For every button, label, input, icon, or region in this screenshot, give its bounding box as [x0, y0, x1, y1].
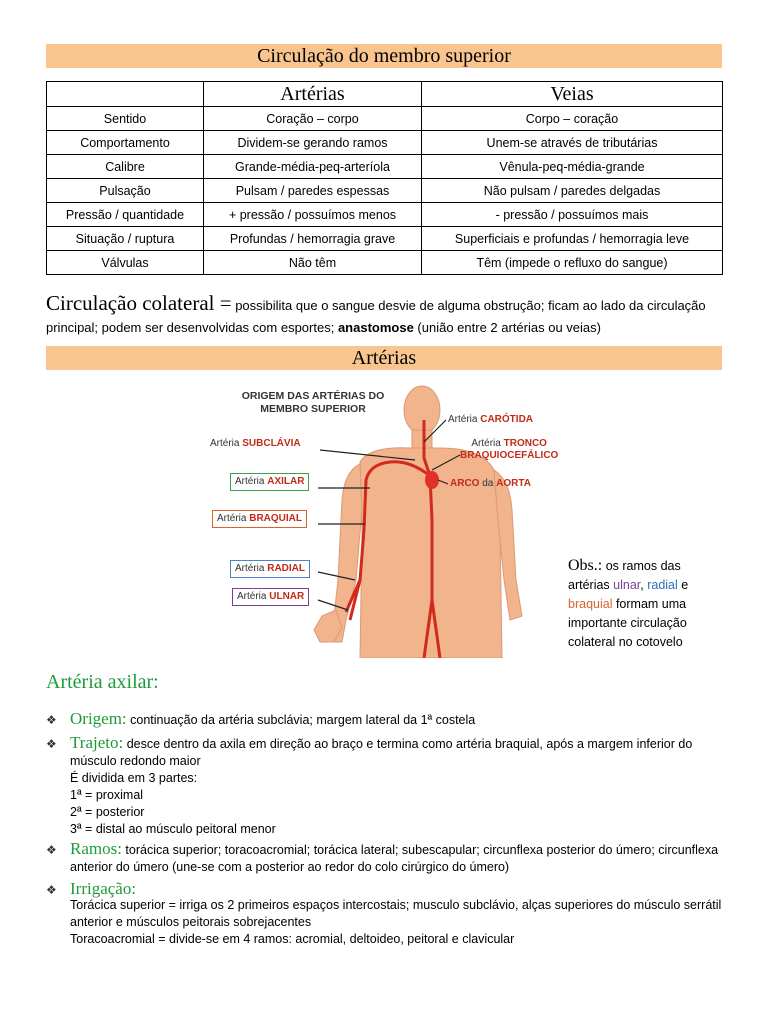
table-cell: Superficiais e profundas / hemorragia leve [422, 227, 723, 251]
obs-ulnar: ulnar [613, 578, 641, 592]
table-row [47, 203, 723, 227]
column-header [47, 82, 204, 107]
column-header: Artérias [204, 82, 422, 107]
table-cell: Calibre [47, 155, 204, 179]
comparison-table [46, 81, 723, 275]
label-braquial: Artéria BRAQUIAL [212, 510, 307, 528]
trajeto-keyword: Trajeto: [70, 733, 124, 752]
trajeto-line: 3ª = distal ao músculo peitoral menor [70, 822, 276, 836]
obs-note [568, 556, 718, 652]
collateral-text: possibilita que o sangue desvie de alguma obstrução; ficam ao lado da circulação principal; podem ser desenvolvidas com esportes; [46, 298, 706, 335]
table-cell: Corpo – coração [422, 107, 723, 131]
table-header-row [47, 82, 723, 107]
diamond-bullet-icon: ❖ [46, 843, 57, 857]
bullet-origem [46, 710, 726, 729]
page-title: Circulação do membro superior [46, 44, 722, 68]
table-cell: Unem-se através de tributárias [422, 131, 723, 155]
table-cell: Têm (impede o refluxo do sangue) [422, 251, 723, 275]
collateral-text-end: (união entre 2 artérias ou veias) [413, 320, 601, 335]
table-row [47, 179, 723, 203]
table-cell: Vênula-peq-média-grande [422, 155, 723, 179]
table-cell: Não pulsam / paredes delgadas [422, 179, 723, 203]
section-heading-arterias: Artérias [46, 346, 722, 370]
diamond-bullet-icon: ❖ [46, 737, 57, 751]
obs-text-end: formam uma importante circulação colateral no cotovelo [568, 597, 687, 649]
column-header: Veias [422, 82, 723, 107]
table-cell: Pulsação [47, 179, 204, 203]
arteries-illustration [210, 380, 564, 658]
table-cell: - pressão / possuímos mais [422, 203, 723, 227]
label-subclavia: Artéria SUBCLÁVIA [210, 438, 301, 449]
label-arco-aorta: ARCO da AORTA [450, 478, 531, 489]
table-cell: Válvulas [47, 251, 204, 275]
table-cell: + pressão / possuímos menos [204, 203, 422, 227]
collateral-circulation-paragraph [46, 292, 726, 339]
table-row [47, 251, 723, 275]
bullet-ramos [46, 840, 726, 876]
origem-text: continuação da artéria subclávia; margem lateral da 1ª costela [126, 713, 476, 727]
ramos-keyword: Ramos: [70, 839, 122, 858]
table-cell: Sentido [47, 107, 204, 131]
obs-radial: radial [647, 578, 678, 592]
diamond-bullet-icon: ❖ [46, 883, 57, 897]
bullet-irrigacao [46, 880, 726, 948]
irrigacao-line: Toracoacromial = divide-se em 4 ramos: acromial, deltoideo, peitoral e clavicular [70, 932, 515, 946]
collateral-term: Circulação colateral = [46, 291, 232, 315]
table-cell: Grande-média-peq-arteríola [204, 155, 422, 179]
trajeto-text: desce dentro da axila em direção ao braço e termina como artéria braquial, após a margem inferior do músculo redondo maior [70, 737, 693, 768]
bullet-trajeto [46, 734, 726, 838]
table-cell: Situação / ruptura [47, 227, 204, 251]
table-cell: Não têm [204, 251, 422, 275]
obs-text: os ramos das artérias [568, 559, 681, 592]
label-tronco-braquiocefalico: Artéria TRONCO BRAQUIOCEFÁLICO [460, 438, 559, 461]
obs-braquial: braquial [568, 597, 613, 611]
table-row [47, 227, 723, 251]
trajeto-line: 2ª = posterior [70, 805, 145, 819]
label-radial: Artéria RADIAL [230, 560, 310, 578]
trajeto-line: É dividida em 3 partes: [70, 771, 198, 785]
table-cell: Comportamento [47, 131, 204, 155]
table-cell: Pressão / quantidade [47, 203, 204, 227]
irrigacao-keyword: Irrigação: [70, 879, 137, 898]
anastomose-term: anastomose [337, 320, 414, 335]
table-row [47, 155, 723, 179]
trajeto-line: 1ª = proximal [70, 788, 144, 802]
figure-title-line2: MEMBRO SUPERIOR [260, 403, 366, 415]
table-cell: Profundas / hemorragia grave [204, 227, 422, 251]
label-axilar: Artéria AXILAR [230, 473, 309, 491]
origem-keyword: Origem: [70, 709, 127, 728]
axilar-heading: Artéria axilar: [46, 671, 159, 693]
label-carotida: Artéria CARÓTIDA [448, 414, 534, 425]
ramos-text: torácica superior; toracoacromial; torácica lateral; subescapular; circunflexa posterior do úmero; circunflexa anterior do úmero (une-se com a posterior ao redor do colo cirúrgico do úmero) [70, 843, 719, 874]
figure-title [228, 390, 398, 416]
table-row [47, 131, 723, 155]
diamond-bullet-icon: ❖ [46, 713, 57, 727]
table-row [47, 107, 723, 131]
irrigacao-line: Torácica superior = irriga os 2 primeiros espaços intercostais; musculo subclávio, alças superiores do músculo serrátil anterior e músculos peitorais sobrejacentes [70, 898, 722, 929]
obs-heading: Obs.: [568, 557, 603, 574]
obs-sep: , [640, 578, 648, 592]
figure-title-line1: ORIGEM DAS ARTÉRIAS DO [241, 390, 385, 402]
label-ulnar: Artéria ULNAR [232, 588, 309, 606]
obs-sep: e [677, 578, 689, 592]
table-cell: Coração – corpo [204, 107, 422, 131]
table-cell: Dividem-se gerando ramos [204, 131, 422, 155]
table-cell: Pulsam / paredes espessas [204, 179, 422, 203]
